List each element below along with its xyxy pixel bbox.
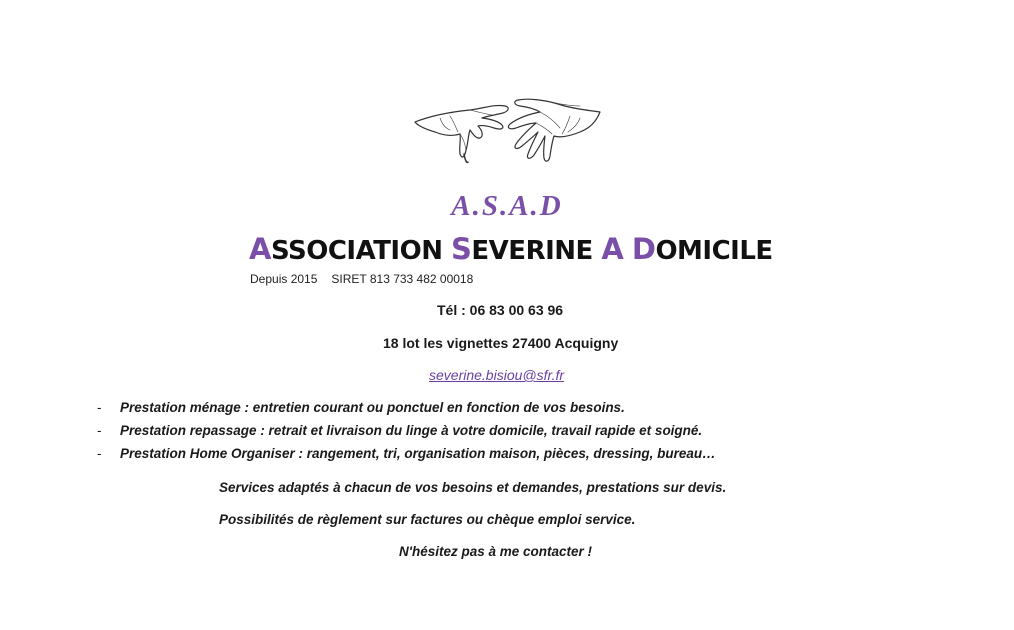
title-word (623, 236, 632, 266)
association-title (249, 232, 773, 266)
payment-note: Possibilités de règlement sur factures ou chèque emploi service. (219, 512, 636, 527)
list-item (97, 399, 716, 422)
email-link[interactable]: severine.bisiou@sfr.fr (429, 367, 565, 383)
title-initial: D (631, 232, 656, 266)
service-text: Prestation repassage : retrait et livraison du linge à votre domicile, travail rapide et soigné. (120, 423, 703, 438)
title-initial: A (601, 232, 624, 266)
phone-number: Tél : 06 83 00 63 96 (437, 302, 564, 318)
list-bullet: - (97, 400, 102, 415)
title-initial: A (249, 232, 271, 266)
acronym-heading: A.S.A.D (451, 190, 563, 222)
list-bullet: - (97, 423, 102, 438)
hands-drawing-icon (410, 92, 605, 174)
title-word: OMICILE (655, 236, 773, 266)
title-initial: S (451, 232, 472, 266)
service-text: Prestation ménage : entretien courant ou ponctuel en fonction de vos besoins. (120, 400, 625, 415)
registration-info (250, 272, 473, 286)
list-bullet: - (97, 446, 102, 461)
title-word: EVERINE (471, 236, 602, 266)
siret-number: SIRET 813 733 482 00018 (331, 272, 474, 286)
title-word: SSOCIATION (270, 236, 452, 266)
service-text: Prestation Home Organiser : rangement, tri, organisation maison, pièces, dressing, bureau… (120, 446, 716, 461)
postal-address: 18 lot les vignettes 27400 Acquigny (383, 335, 619, 351)
list-item (97, 445, 716, 468)
since-year: Depuis 2015 (250, 272, 318, 286)
list-item (97, 422, 716, 445)
services-note: Services adaptés à chacun de vos besoins et demandes, prestations sur devis. (219, 480, 727, 495)
services-list (97, 399, 716, 468)
contact-note: N'hésitez pas à me contacter ! (399, 544, 593, 559)
